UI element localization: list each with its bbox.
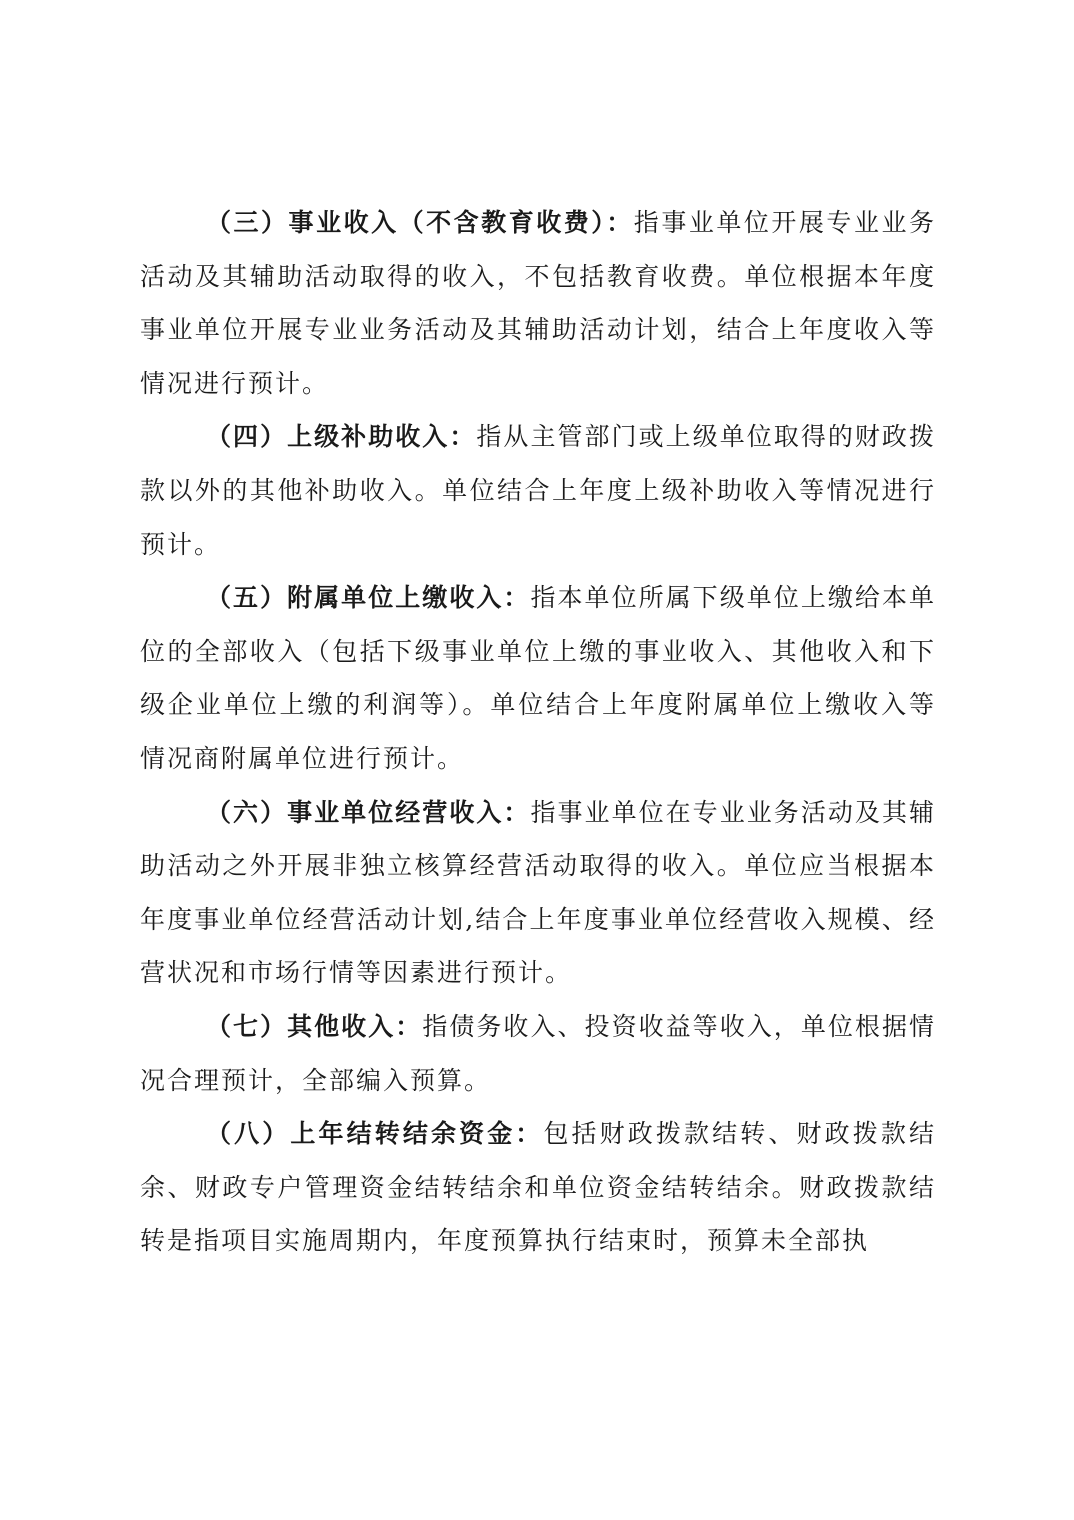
paragraph-text: 指本单位所属下级单位上缴给本单位的全部收入（包括下级事业单位上缴的事业收入、其他收入和下级企业单位上缴的利润等）。单位结合上年度附属单位上缴收入等情况商附属单位进行预计。 [140, 583, 936, 773]
document-body [140, 196, 936, 1268]
paragraph-heading: （四）上级补助收入： [206, 422, 477, 452]
paragraph-heading: （六）事业单位经营收入： [206, 797, 531, 827]
paragraph-carryover-funds [140, 1107, 936, 1268]
paragraph-affiliated-unit-income [140, 571, 936, 785]
paragraph-heading: （七）其他收入： [206, 1011, 423, 1041]
paragraph-text: 指从主管部门或上级单位取得的财政拨款以外的其他补助收入。单位结合上年度上级补助收入等情况进行预计。 [140, 422, 936, 559]
paragraph-superior-subsidy-income [140, 410, 936, 571]
paragraph-text: 指债务收入、投资收益等收入，单位根据情况合理预计，全部编入预算。 [140, 1011, 936, 1095]
paragraph-heading: （八）上年结转结余资金： [206, 1119, 544, 1149]
paragraph-text: 指事业单位在专业业务活动及其辅助活动之外开展非独立核算经营活动取得的收入。单位应当根据本年度事业单位经营活动计划,结合上年度事业单位经营收入规模、经营状况和市场行情等因素进行预计。 [140, 797, 936, 988]
paragraph-business-income [140, 196, 936, 410]
paragraph-heading: （五）附属单位上缴收入： [206, 583, 531, 613]
paragraph-operating-income [140, 786, 936, 1000]
paragraph-heading: （三）事业收入（不含教育收费）： [206, 208, 634, 237]
paragraph-other-income [140, 1000, 936, 1107]
paragraph-text: 指事业单位开展专业业务活动及其辅助活动取得的收入，不包括教育收费。单位根据本年度事业单位开展专业业务活动及其辅助活动计划，结合上年度收入等情况进行预计。 [140, 208, 936, 398]
paragraph-text: 包括财政拨款结转、财政拨款结余、财政专户管理资金结转结余和单位资金结转结余。财政拨款结转是指项目实施周期内，年度预算执行结束时，预算未全部执 [140, 1119, 936, 1256]
